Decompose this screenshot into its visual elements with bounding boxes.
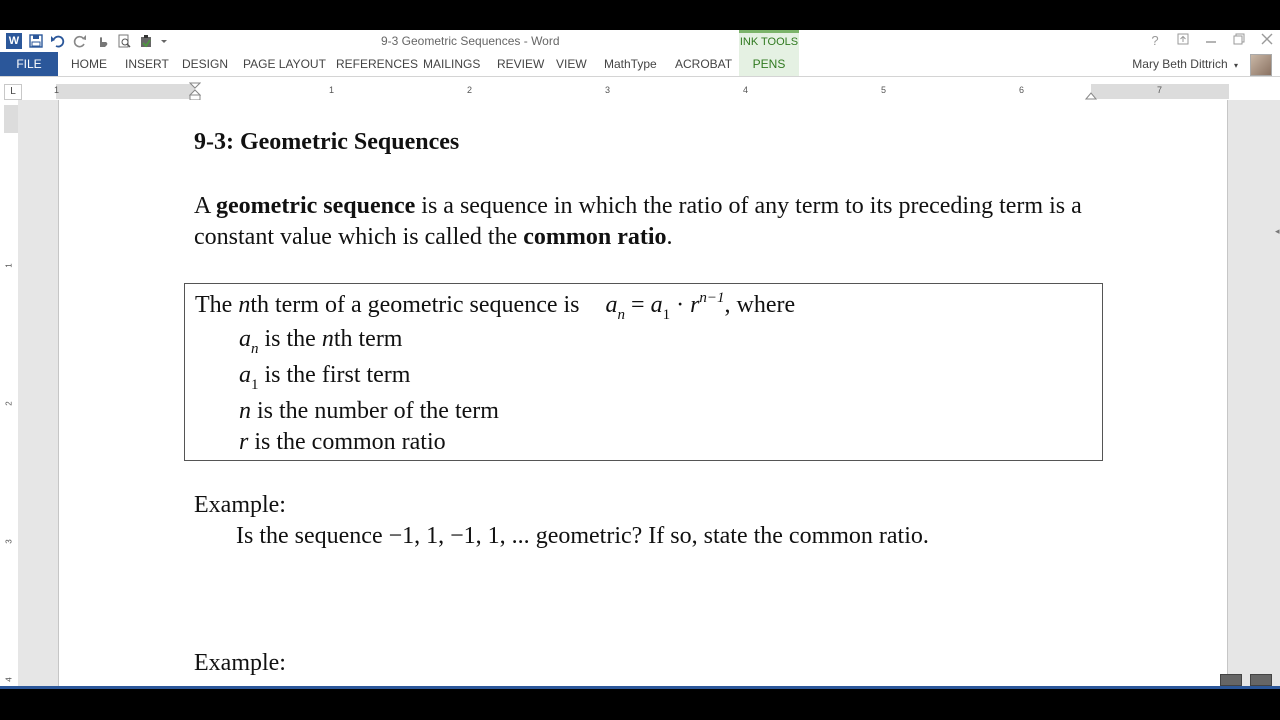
- vertical-ruler-number: 2: [4, 401, 14, 406]
- ink-tools-label: INK TOOLS: [739, 30, 799, 52]
- ruler-number: 6: [1019, 85, 1025, 95]
- ruler-number: 5: [881, 85, 887, 95]
- tab-mathtype[interactable]: MathType: [604, 57, 657, 71]
- print-layout-icon[interactable]: [1250, 674, 1272, 686]
- vertical-ruler-number: 3: [4, 539, 14, 544]
- box-text: is the common ratio: [248, 429, 446, 455]
- box-text: is the first term: [258, 362, 411, 388]
- example-text: Is the sequence: [236, 523, 389, 549]
- help-icon[interactable]: ?: [1151, 33, 1159, 48]
- ruler-number: 1: [54, 85, 60, 95]
- example-text: geometric? If so, state the common ratio.: [529, 523, 929, 549]
- tab-acrobat[interactable]: ACROBAT: [675, 57, 733, 71]
- tab-home[interactable]: HOME: [71, 57, 107, 71]
- box-text: th term: [333, 326, 403, 352]
- view-buttons: [1220, 674, 1272, 686]
- user-name: Mary Beth Dittrich: [1132, 57, 1228, 71]
- math-var: r: [239, 429, 249, 455]
- box-text: , where: [724, 292, 796, 318]
- read-mode-icon[interactable]: [1220, 674, 1242, 686]
- box-text: th term of a geometric sequence is: [250, 292, 580, 318]
- math-exponent: n−1: [699, 290, 725, 306]
- vertical-ruler-number: 4: [4, 677, 14, 682]
- math-var: n: [238, 292, 251, 318]
- formula-line: [195, 290, 795, 324]
- math-operator: =: [625, 292, 651, 318]
- math-subscript: n: [251, 341, 259, 357]
- box-text: is the: [258, 326, 322, 352]
- ruler-number: 1: [329, 85, 335, 95]
- chevron-down-icon: ▾: [1233, 61, 1238, 70]
- math-var: a: [650, 292, 663, 318]
- math-var: a: [239, 326, 251, 352]
- tab-file[interactable]: FILE: [0, 52, 58, 76]
- para-text: is a sequence in which the ratio of any term to its preceding term is a constant value which is called the: [194, 193, 1082, 250]
- math-var: a: [605, 292, 618, 318]
- tab-mailings[interactable]: MAILINGS: [423, 57, 481, 71]
- ruler-number: 7: [1157, 85, 1163, 95]
- box-text: is the number of the term: [251, 398, 499, 424]
- term-common-ratio: common ratio: [523, 224, 667, 250]
- math-var: r: [690, 292, 700, 318]
- document-content: [0, 30, 1280, 689]
- math-operator: ·: [670, 292, 691, 318]
- page-title: 9-3: Geometric Sequences: [194, 129, 460, 155]
- definition-a1: [239, 362, 410, 394]
- definition-n: [239, 398, 499, 425]
- tab-page-layout[interactable]: PAGE LAYOUT: [243, 57, 326, 71]
- math-subscript: 1: [662, 307, 671, 323]
- tab-references[interactable]: REFERENCES: [336, 57, 419, 71]
- math-var: n: [321, 326, 334, 352]
- definition-paragraph: [194, 191, 1114, 253]
- example-label: Example:: [194, 492, 286, 518]
- term-geometric-sequence: geometric sequence: [216, 193, 416, 219]
- tab-selector[interactable]: L: [4, 84, 22, 100]
- tab-view[interactable]: VIEW: [556, 57, 587, 71]
- math-var: n: [239, 398, 251, 424]
- para-text: A: [194, 193, 217, 219]
- example-question: [236, 523, 929, 550]
- box-text: The: [195, 292, 239, 318]
- tab-pens[interactable]: PENS: [739, 52, 799, 76]
- definition-an: [239, 326, 402, 358]
- vertical-ruler-number: 1: [4, 263, 14, 268]
- ruler-number: 3: [605, 85, 611, 95]
- math-subscript: 1: [251, 377, 259, 393]
- word-icon[interactable]: W: [6, 33, 22, 49]
- example-label: Example:: [194, 650, 286, 676]
- example-sequence: −1, 1, −1, 1, ...: [388, 523, 530, 549]
- tab-design[interactable]: DESIGN: [182, 57, 229, 71]
- window-title: 9-3 Geometric Sequences - Word: [381, 34, 560, 48]
- para-text: .: [666, 224, 673, 250]
- math-subscript: n: [617, 307, 626, 323]
- tab-review[interactable]: REVIEW: [497, 57, 545, 71]
- status-bar: [0, 686, 1280, 689]
- math-var: a: [239, 362, 251, 388]
- ruler-number: 2: [467, 85, 473, 95]
- word-window: [0, 30, 1280, 689]
- ruler-number: 4: [743, 85, 749, 95]
- formula-box: [184, 283, 1103, 461]
- scroll-arrow-icon[interactable]: ◂: [1275, 226, 1280, 236]
- tab-insert[interactable]: INSERT: [125, 57, 169, 71]
- definition-r: [239, 429, 446, 456]
